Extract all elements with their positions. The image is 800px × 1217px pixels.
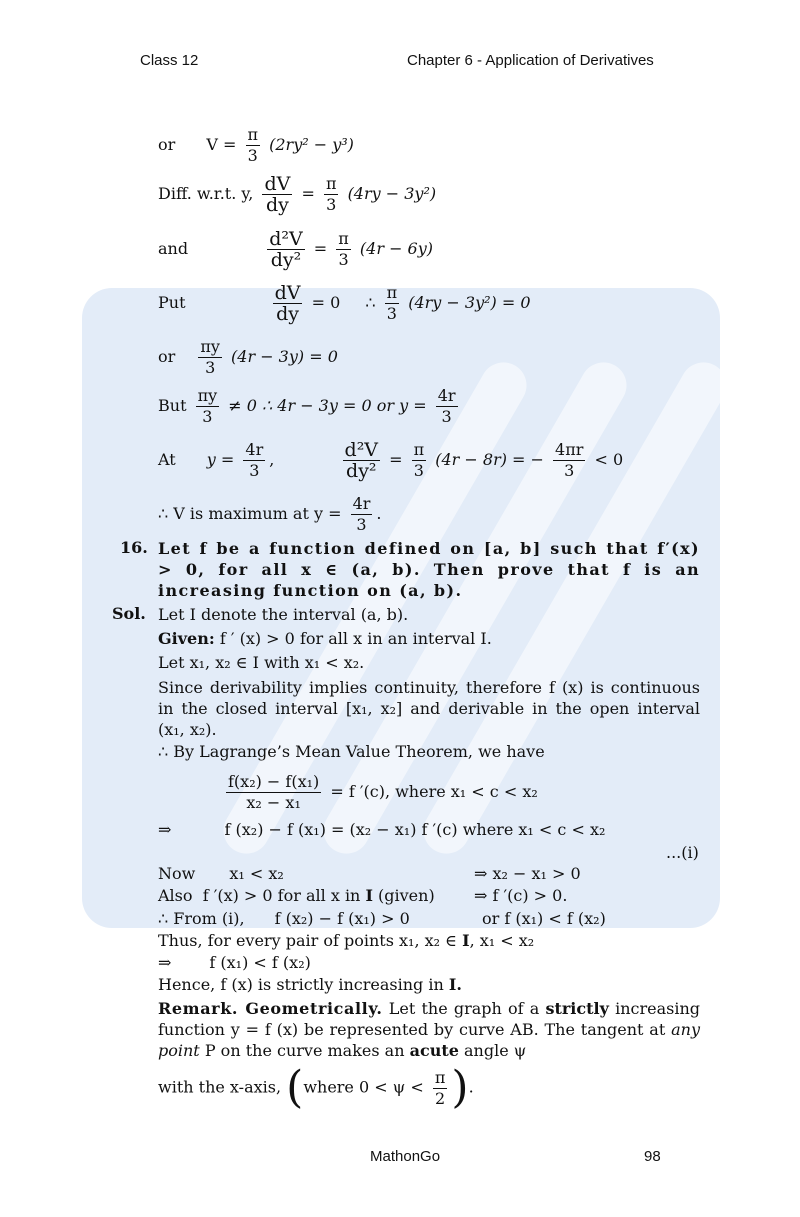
eq-line-but: But $\frac{\pi y}{3}$ ≠ 0 ∴ 4r − 3y = 0 or y = $\frac{4r}{3}$ bbox=[158, 386, 456, 426]
eq-line-at: At y = $\frac{4r}{3}$ , $\frac{\text{d²V}}{\text{dy²}}$ = $\frac{\pi}{3}$ (4r − 8r) = − $\frac{4\pi r}{3}$ < 0 bbox=[158, 439, 624, 482]
eq-line-or: or $\frac{\pi y}{3}$ (4r − 3y) = 0 bbox=[158, 337, 338, 377]
footer-brand: MathonGo bbox=[370, 1148, 441, 1165]
solution-line-now: Now x₁ < x₂ bbox=[158, 864, 284, 883]
solution-label: Sol. bbox=[112, 604, 146, 623]
solution-paragraph-continuity: Since derivability implies continuity, therefore f (x) is continuous in the closed interval [x₁, x₂] and derivable in the open interval (x₁, x₂). bbox=[158, 678, 700, 739]
solution-line-given: Given: f ′ (x) > 0 for all x in an interval I. bbox=[158, 629, 492, 648]
solution-line-also-result: ⇒ f ′(c) > 0. bbox=[474, 886, 568, 905]
solution-line-implies: ⇒ f (x₁) < f (x₂) bbox=[158, 953, 311, 972]
eq-line-second-derivative: and $\frac{\text{d²V}}{\text{dy²}}$ = $\frac{\pi}{3}$ (4r − 6y) bbox=[158, 228, 434, 271]
question-number: 16. bbox=[120, 538, 148, 557]
question-text: Let f be a function defined on [a, b] such that f′(x) > 0, for all x ∈ (a, b). Then prove that f is an increasing function on (a, b). bbox=[158, 539, 700, 600]
solution-line-1: Let I denote the interval (a, b). bbox=[158, 605, 409, 624]
solution-line-also: Also f ′(x) > 0 for all x in I (given) bbox=[158, 886, 435, 905]
eq-mean-value: $\frac{\text{f(x₂) − f(x₁)}}{\text{x₂ − x₁}}$ = f ′(c), where x₁ < c < x₂ bbox=[228, 772, 538, 812]
eq-tag-i: ...(i) bbox=[666, 843, 699, 862]
eq-line-put: Put $\frac{dV}{dy}$ = 0 ∴ $\frac{\pi}{3}$ (4ry − 3y²) = 0 bbox=[158, 282, 531, 325]
eq-line-first-derivative: Diff. w.r.t. y, $\frac{dV}{dy}$ = $\frac{\pi}{3}$ (4ry − 3y²) bbox=[158, 173, 437, 216]
remark-last-line: with the x-axis, (where 0 < ψ < $\frac{\pi}{2}$ ). bbox=[158, 1062, 474, 1113]
solution-line-hence: Hence, f (x) is strictly increasing in I. bbox=[158, 975, 462, 994]
eq-line-volume: or V = $\frac{\pi}{3}$ (2ry² − y³) bbox=[158, 125, 354, 165]
header-class: Class 12 bbox=[140, 52, 199, 69]
eq-implies-i: ⇒ f (x₂) − f (x₁) = (x₂ − x₁) f ′(c) where x₁ < c < x₂ bbox=[158, 820, 606, 839]
solution-line-lagrange: ∴ By Lagrange’s Mean Value Theorem, we have bbox=[158, 742, 545, 761]
header-chapter: Chapter 6 - Application of Derivatives bbox=[407, 52, 654, 69]
solution-line-from-i: ∴ From (i), f (x₂) − f (x₁) > 0 bbox=[158, 909, 410, 928]
eq-line-maximum: ∴ V is maximum at y = $\frac{4r}{3}$ . bbox=[158, 494, 382, 534]
solution-line-thus: Thus, for every pair of points x₁, x₂ ∈ I, x₁ < x₂ bbox=[158, 931, 535, 950]
footer-page-number: 98 bbox=[644, 1148, 661, 1165]
solution-line-3: Let x₁, x₂ ∈ I with x₁ < x₂. bbox=[158, 653, 365, 672]
solution-line-now-result: ⇒ x₂ − x₁ > 0 bbox=[474, 864, 581, 883]
solution-line-from-i-result: or f (x₁) < f (x₂) bbox=[482, 909, 606, 928]
remark-paragraph: Remark. Geometrically. Let the graph of a strictly increasing function y = f (x) be represented by curve AB. The tangent at any point P on the curve makes an acute angle ψ bbox=[158, 999, 700, 1060]
